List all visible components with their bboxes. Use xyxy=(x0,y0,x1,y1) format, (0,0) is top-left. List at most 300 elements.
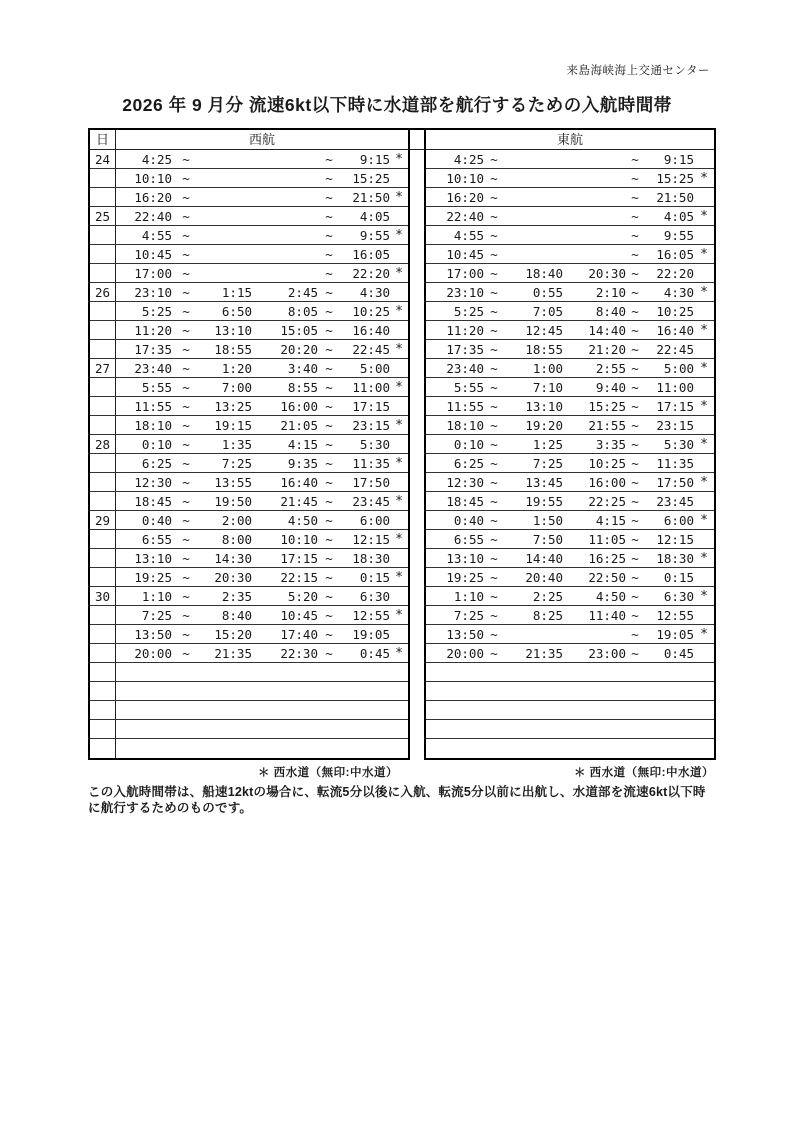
start-time-1: 6:55 xyxy=(453,531,484,547)
start-time-1: 5:25 xyxy=(453,303,484,319)
tilde: ~ xyxy=(490,227,498,243)
tilde: ~ xyxy=(490,455,498,471)
start-time-1: 5:25 xyxy=(141,303,172,319)
west-channel-marker: * xyxy=(395,531,403,547)
tilde: ~ xyxy=(631,322,639,338)
westbound-footnote: ＊ 西水道（無印:中水道） xyxy=(257,767,398,779)
end-time-2: 4:05 xyxy=(359,208,390,224)
eastbound-row xyxy=(426,587,714,606)
tilde: ~ xyxy=(325,208,333,224)
start-time-1: 11:55 xyxy=(446,398,484,414)
westbound-row xyxy=(90,283,408,302)
end-time-2: 19:05 xyxy=(352,626,390,642)
eastbound-empty-row xyxy=(426,663,714,682)
end-time-2: 17:15 xyxy=(352,398,390,414)
end-time-2: 9:15 xyxy=(663,151,694,167)
west-channel-marker: * xyxy=(395,151,403,167)
tilde: ~ xyxy=(631,246,639,262)
tilde: ~ xyxy=(490,265,498,281)
tilde: ~ xyxy=(631,512,639,528)
start-time-1: 18:10 xyxy=(446,417,484,433)
end-time-2: 23:15 xyxy=(656,417,694,433)
start-time-2: 2:45 xyxy=(287,284,318,300)
tilde: ~ xyxy=(182,227,190,243)
westbound-row xyxy=(90,340,408,359)
start-time-1: 6:25 xyxy=(141,455,172,471)
end-time-2: 18:30 xyxy=(352,550,390,566)
end-time-1: 21:35 xyxy=(214,645,252,661)
end-time-2: 16:05 xyxy=(352,246,390,262)
start-time-1: 18:10 xyxy=(134,417,172,433)
end-time-2: 11:00 xyxy=(352,379,390,395)
eastbound-row xyxy=(426,454,714,473)
start-time-2: 21:55 xyxy=(588,417,626,433)
day-cell: 26 xyxy=(90,283,116,301)
day-cell: 28 xyxy=(90,435,116,453)
tilde: ~ xyxy=(325,284,333,300)
tilde: ~ xyxy=(182,474,190,490)
eastbound-row xyxy=(426,207,714,226)
tilde: ~ xyxy=(182,246,190,262)
tilde: ~ xyxy=(490,417,498,433)
start-time-1: 13:10 xyxy=(446,550,484,566)
end-time-1: 1:35 xyxy=(221,436,252,452)
end-time-1: 1:00 xyxy=(532,360,563,376)
day-cell xyxy=(90,378,116,396)
end-time-2: 15:25 xyxy=(352,170,390,186)
end-time-2: 23:45 xyxy=(352,493,390,509)
end-time-1: 14:30 xyxy=(214,550,252,566)
westbound-empty-row xyxy=(90,663,408,682)
west-channel-marker: * xyxy=(700,588,708,604)
tilde: ~ xyxy=(631,284,639,300)
tilde: ~ xyxy=(182,170,190,186)
start-time-1: 5:55 xyxy=(141,379,172,395)
eastbound-table-header xyxy=(426,130,714,150)
end-time-2: 5:30 xyxy=(359,436,390,452)
day-cell xyxy=(90,701,116,719)
end-time-2: 6:30 xyxy=(359,588,390,604)
tilde: ~ xyxy=(631,398,639,414)
westbound-row xyxy=(90,226,408,245)
westbound-empty-row xyxy=(90,701,408,720)
end-time-2: 11:00 xyxy=(656,379,694,395)
tilde: ~ xyxy=(325,303,333,319)
start-time-1: 22:40 xyxy=(446,208,484,224)
eastbound-row xyxy=(426,321,714,340)
day-cell xyxy=(90,606,116,624)
end-time-2: 5:00 xyxy=(663,360,694,376)
westbound-row xyxy=(90,207,408,226)
end-time-1: 7:25 xyxy=(532,455,563,471)
end-time-1: 21:35 xyxy=(525,645,563,661)
start-time-2: 20:30 xyxy=(588,265,626,281)
start-time-1: 23:10 xyxy=(134,284,172,300)
start-time-2: 8:40 xyxy=(595,303,626,319)
start-time-1: 12:30 xyxy=(446,474,484,490)
start-time-2: 21:20 xyxy=(588,341,626,357)
eastbound-row xyxy=(426,511,714,530)
end-time-2: 23:15 xyxy=(352,417,390,433)
west-channel-marker: * xyxy=(395,189,403,205)
start-time-1: 19:25 xyxy=(134,569,172,585)
tilde: ~ xyxy=(490,360,498,376)
start-time-1: 0:10 xyxy=(453,436,484,452)
end-time-2: 4:30 xyxy=(663,284,694,300)
west-channel-marker: * xyxy=(700,474,708,490)
start-time-1: 22:40 xyxy=(134,208,172,224)
end-time-2: 23:45 xyxy=(656,493,694,509)
start-time-1: 12:30 xyxy=(134,474,172,490)
end-time-2: 12:55 xyxy=(352,607,390,623)
westbound-empty-row xyxy=(90,739,408,758)
tilde: ~ xyxy=(490,170,498,186)
tilde: ~ xyxy=(490,569,498,585)
day-cell xyxy=(90,530,116,548)
tilde: ~ xyxy=(182,151,190,167)
start-time-1: 0:40 xyxy=(453,512,484,528)
westbound-row xyxy=(90,549,408,568)
tilde: ~ xyxy=(490,512,498,528)
day-cell xyxy=(90,169,116,187)
end-time-1: 1:20 xyxy=(221,360,252,376)
end-time-1: 15:20 xyxy=(214,626,252,642)
end-time-2: 4:30 xyxy=(359,284,390,300)
tilde: ~ xyxy=(182,398,190,414)
end-time-2: 22:45 xyxy=(656,341,694,357)
tilde: ~ xyxy=(631,189,639,205)
start-time-1: 16:20 xyxy=(446,189,484,205)
west-channel-marker: * xyxy=(700,322,708,338)
page-title: 2026 年 9 月分 流速6kt以下時に水道部を航行するための入航時間帯 xyxy=(122,95,672,115)
west-channel-marker: * xyxy=(395,417,403,433)
tilde: ~ xyxy=(325,626,333,642)
west-channel-marker: * xyxy=(700,170,708,186)
end-time-2: 17:15 xyxy=(656,398,694,414)
eastbound-row xyxy=(426,359,714,378)
end-time-1: 0:55 xyxy=(532,284,563,300)
eastbound-row xyxy=(426,416,714,435)
west-channel-marker: * xyxy=(700,436,708,452)
west-channel-marker: * xyxy=(700,626,708,642)
tilde: ~ xyxy=(631,474,639,490)
tilde: ~ xyxy=(325,645,333,661)
start-time-2: 16:25 xyxy=(588,550,626,566)
end-time-2: 5:00 xyxy=(359,360,390,376)
day-cell xyxy=(90,416,116,434)
eastbound-empty-row xyxy=(426,739,714,758)
eastbound-table xyxy=(424,128,716,760)
end-time-1: 1:50 xyxy=(532,512,563,528)
west-channel-marker: * xyxy=(395,227,403,243)
day-cell xyxy=(90,340,116,358)
start-time-2: 3:40 xyxy=(287,360,318,376)
end-time-1: 13:10 xyxy=(214,322,252,338)
start-time-2: 16:00 xyxy=(588,474,626,490)
start-time-2: 17:15 xyxy=(280,550,318,566)
day-cell: 29 xyxy=(90,511,116,529)
start-time-1: 1:10 xyxy=(141,588,172,604)
end-time-1: 13:10 xyxy=(525,398,563,414)
tilde: ~ xyxy=(325,550,333,566)
end-time-1: 2:00 xyxy=(221,512,252,528)
tilde: ~ xyxy=(325,607,333,623)
end-time-2: 21:50 xyxy=(352,189,390,205)
end-time-2: 6:30 xyxy=(663,588,694,604)
tilde: ~ xyxy=(490,151,498,167)
end-time-1: 12:45 xyxy=(525,322,563,338)
start-time-2: 4:15 xyxy=(595,512,626,528)
end-time-2: 16:40 xyxy=(656,322,694,338)
eastbound-row xyxy=(426,644,714,663)
end-time-2: 17:50 xyxy=(352,474,390,490)
tilde: ~ xyxy=(631,151,639,167)
tilde: ~ xyxy=(325,379,333,395)
westbound-row xyxy=(90,321,408,340)
eastbound-row xyxy=(426,302,714,321)
tilde: ~ xyxy=(182,645,190,661)
day-cell xyxy=(90,549,116,567)
start-time-1: 17:00 xyxy=(134,265,172,281)
start-time-2: 15:25 xyxy=(588,398,626,414)
tilde: ~ xyxy=(490,322,498,338)
tilde: ~ xyxy=(182,284,190,300)
end-time-1: 7:25 xyxy=(221,455,252,471)
end-time-2: 19:05 xyxy=(656,626,694,642)
tilde: ~ xyxy=(631,531,639,547)
west-channel-marker: * xyxy=(700,246,708,262)
start-time-2: 22:30 xyxy=(280,645,318,661)
tilde: ~ xyxy=(182,455,190,471)
tilde: ~ xyxy=(325,417,333,433)
tilde: ~ xyxy=(631,208,639,224)
end-time-2: 9:55 xyxy=(663,227,694,243)
eastbound-empty-row xyxy=(426,701,714,720)
start-time-2: 21:05 xyxy=(280,417,318,433)
start-time-1: 10:10 xyxy=(446,170,484,186)
eastbound-footnote: ＊ 西水道（無印:中水道） xyxy=(573,767,714,779)
tilde: ~ xyxy=(490,303,498,319)
end-time-2: 15:25 xyxy=(656,170,694,186)
end-time-2: 0:15 xyxy=(359,569,390,585)
eastbound-row xyxy=(426,169,714,188)
eastbound-row xyxy=(426,473,714,492)
tilde: ~ xyxy=(325,265,333,281)
start-time-2: 16:00 xyxy=(280,398,318,414)
westbound-row xyxy=(90,188,408,207)
start-time-2: 15:05 xyxy=(280,322,318,338)
tilde: ~ xyxy=(182,265,190,281)
tilde: ~ xyxy=(631,550,639,566)
tilde: ~ xyxy=(631,341,639,357)
end-time-1: 14:40 xyxy=(525,550,563,566)
tilde: ~ xyxy=(325,512,333,528)
tilde: ~ xyxy=(490,189,498,205)
west-channel-marker: * xyxy=(395,607,403,623)
end-time-1: 18:55 xyxy=(525,341,563,357)
day-cell xyxy=(90,454,116,472)
end-time-2: 10:25 xyxy=(352,303,390,319)
tilde: ~ xyxy=(182,341,190,357)
tilde: ~ xyxy=(182,322,190,338)
day-cell xyxy=(90,397,116,415)
tilde: ~ xyxy=(325,455,333,471)
start-time-2: 9:40 xyxy=(595,379,626,395)
west-channel-marker: * xyxy=(395,265,403,281)
start-time-2: 22:50 xyxy=(588,569,626,585)
end-time-1: 7:50 xyxy=(532,531,563,547)
start-time-2: 10:25 xyxy=(588,455,626,471)
tilde: ~ xyxy=(490,531,498,547)
tilde: ~ xyxy=(631,227,639,243)
eastbound-row xyxy=(426,150,714,169)
day-cell xyxy=(90,625,116,643)
end-time-2: 10:25 xyxy=(656,303,694,319)
start-time-1: 18:45 xyxy=(446,493,484,509)
day-cell xyxy=(90,644,116,662)
table-gap-header xyxy=(410,128,424,150)
tilde: ~ xyxy=(490,284,498,300)
end-time-2: 6:00 xyxy=(359,512,390,528)
tilde: ~ xyxy=(631,170,639,186)
start-time-1: 4:55 xyxy=(453,227,484,243)
end-time-1: 8:00 xyxy=(221,531,252,547)
tilde: ~ xyxy=(631,645,639,661)
eastbound-row xyxy=(426,264,714,283)
start-time-1: 13:50 xyxy=(134,626,172,642)
tilde: ~ xyxy=(182,208,190,224)
end-time-2: 12:15 xyxy=(656,531,694,547)
westbound-row xyxy=(90,359,408,378)
end-time-1: 20:40 xyxy=(525,569,563,585)
start-time-2: 2:55 xyxy=(595,360,626,376)
day-cell xyxy=(90,568,116,586)
start-time-1: 5:55 xyxy=(453,379,484,395)
day-cell xyxy=(90,188,116,206)
end-time-1: 2:35 xyxy=(221,588,252,604)
tilde: ~ xyxy=(490,474,498,490)
west-channel-marker: * xyxy=(395,379,403,395)
note-line-1: この入航時間帯は、船速12ktの場合に、転流5分以後に入航、転流5分以前に出航し、水道部を流速6kt以下時 xyxy=(88,785,706,799)
west-channel-marker: * xyxy=(700,284,708,300)
westbound-table-body xyxy=(90,150,408,758)
tilde: ~ xyxy=(182,588,190,604)
tilde: ~ xyxy=(631,455,639,471)
eastbound-row xyxy=(426,378,714,397)
tilde: ~ xyxy=(325,474,333,490)
eastbound-row xyxy=(426,188,714,207)
westbound-row xyxy=(90,435,408,454)
start-time-1: 18:45 xyxy=(134,493,172,509)
westbound-row xyxy=(90,530,408,549)
tilde: ~ xyxy=(490,645,498,661)
eastbound-empty-row xyxy=(426,682,714,701)
west-channel-marker: * xyxy=(395,569,403,585)
tilde: ~ xyxy=(182,569,190,585)
end-time-1: 19:15 xyxy=(214,417,252,433)
tilde: ~ xyxy=(490,588,498,604)
day-cell: 30 xyxy=(90,587,116,605)
tilde: ~ xyxy=(182,360,190,376)
start-time-2: 17:40 xyxy=(280,626,318,642)
end-time-2: 21:50 xyxy=(656,189,694,205)
day-cell xyxy=(90,264,116,282)
start-time-1: 20:00 xyxy=(446,645,484,661)
end-time-1: 18:55 xyxy=(214,341,252,357)
end-time-2: 22:20 xyxy=(352,265,390,281)
west-channel-marker: * xyxy=(395,455,403,471)
tilde: ~ xyxy=(490,626,498,642)
tilde: ~ xyxy=(631,607,639,623)
tilde: ~ xyxy=(325,322,333,338)
start-time-2: 5:20 xyxy=(287,588,318,604)
tilde: ~ xyxy=(325,227,333,243)
start-time-1: 4:25 xyxy=(453,151,484,167)
west-channel-marker: * xyxy=(395,341,403,357)
westbound-row xyxy=(90,416,408,435)
west-channel-marker: * xyxy=(700,208,708,224)
tilde: ~ xyxy=(182,531,190,547)
start-time-1: 16:20 xyxy=(134,189,172,205)
end-time-2: 12:55 xyxy=(656,607,694,623)
start-time-1: 10:45 xyxy=(446,246,484,262)
end-time-1: 8:40 xyxy=(221,607,252,623)
start-time-1: 13:10 xyxy=(134,550,172,566)
start-time-2: 11:40 xyxy=(588,607,626,623)
end-time-1: 13:25 xyxy=(214,398,252,414)
day-cell: 27 xyxy=(90,359,116,377)
start-time-2: 21:45 xyxy=(280,493,318,509)
tilde: ~ xyxy=(631,569,639,585)
west-channel-marker: * xyxy=(395,493,403,509)
westbound-row xyxy=(90,245,408,264)
tilde: ~ xyxy=(182,379,190,395)
start-time-1: 19:25 xyxy=(446,569,484,585)
tilde: ~ xyxy=(631,379,639,395)
start-time-1: 11:20 xyxy=(134,322,172,338)
end-time-2: 16:40 xyxy=(352,322,390,338)
start-time-2: 16:40 xyxy=(280,474,318,490)
end-time-2: 16:05 xyxy=(656,246,694,262)
tilde: ~ xyxy=(325,569,333,585)
eastbound-row xyxy=(426,530,714,549)
eastbound-row xyxy=(426,568,714,587)
start-time-1: 10:10 xyxy=(134,170,172,186)
tilde: ~ xyxy=(325,151,333,167)
west-channel-marker: * xyxy=(700,512,708,528)
end-time-1: 18:40 xyxy=(525,265,563,281)
tilde: ~ xyxy=(182,607,190,623)
westbound-row xyxy=(90,625,408,644)
day-cell xyxy=(90,663,116,681)
start-time-2: 22:15 xyxy=(280,569,318,585)
eastbound-empty-row xyxy=(426,720,714,739)
eastbound-row xyxy=(426,245,714,264)
start-time-2: 4:15 xyxy=(287,436,318,452)
eastbound-row xyxy=(426,397,714,416)
day-cell xyxy=(90,473,116,491)
end-time-2: 11:35 xyxy=(656,455,694,471)
eastbound-row xyxy=(426,435,714,454)
eastbound-row xyxy=(426,549,714,568)
start-time-1: 23:40 xyxy=(134,360,172,376)
westbound-row xyxy=(90,606,408,625)
end-time-1: 19:50 xyxy=(214,493,252,509)
start-time-2: 22:25 xyxy=(588,493,626,509)
start-time-1: 11:20 xyxy=(446,322,484,338)
end-time-1: 1:25 xyxy=(532,436,563,452)
tilde: ~ xyxy=(490,246,498,262)
